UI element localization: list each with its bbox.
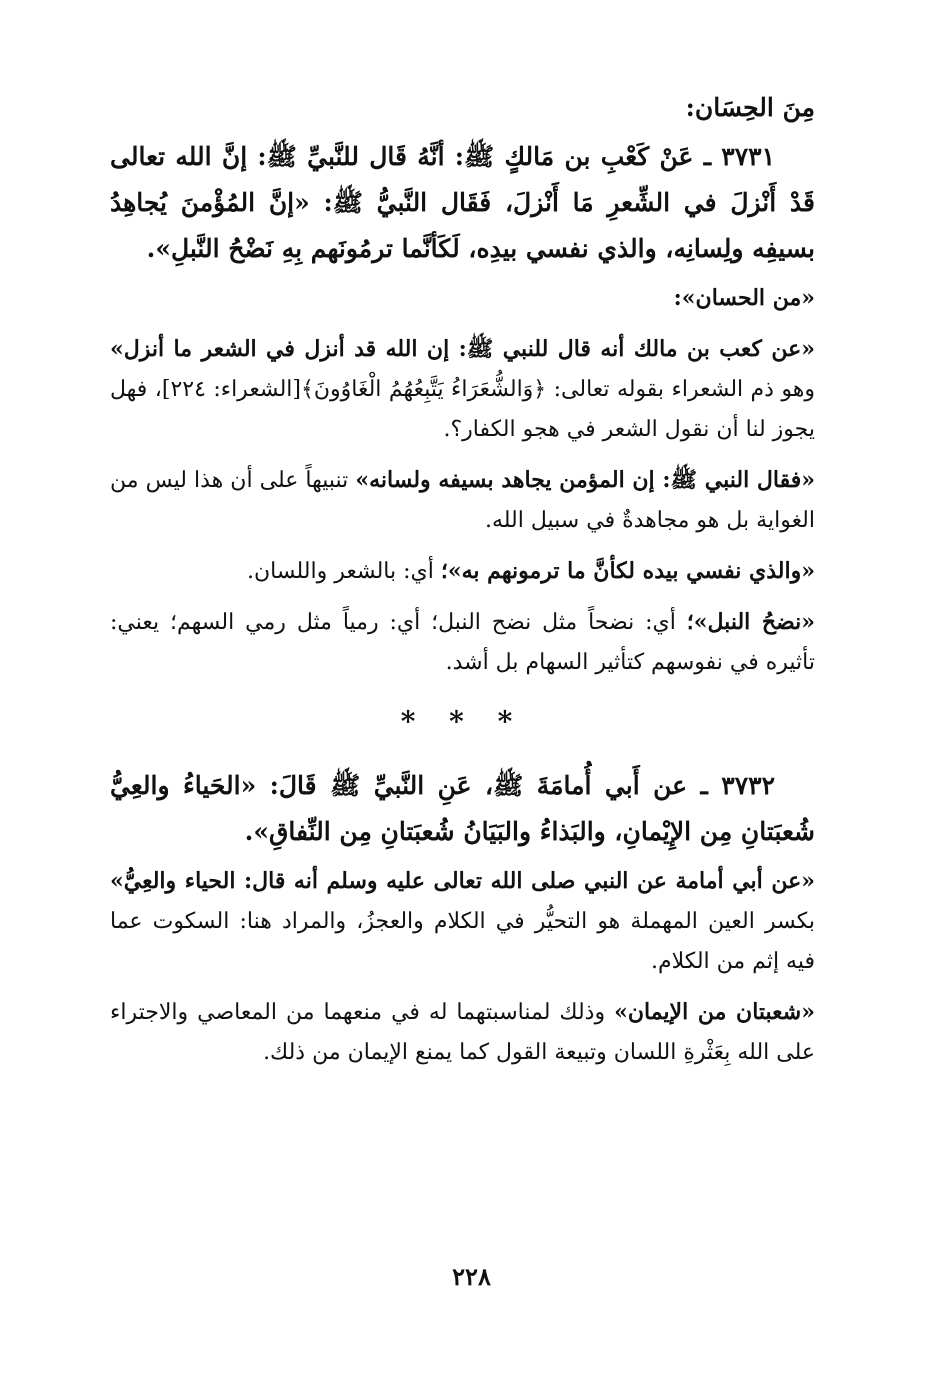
- hadith-text: ٣٧٣٢ ـ عن أَبي أُمامَةَ ﷺ، عَنِ النَّبيِّ ﷺ قَالَ: «الحَياءُ والعِيُّ شُعبَتانِ مِن الإِيْمانِ، والبَذاءُ والبَيَانُ شُعبَتانِ مِن النِّفاقِ».: [110, 771, 815, 846]
- commentary-text: تنبيهاً على أن هذا ليس من الغواية بل هو مجاهدةٌ في سبيل الله.: [110, 468, 815, 533]
- page-number: ٢٢٨: [452, 1262, 491, 1291]
- section-separator: * * *: [400, 705, 525, 738]
- entry-3731: [110, 134, 815, 683]
- commentary-paragraph: [110, 992, 815, 1073]
- commentary-paragraph: [110, 551, 815, 592]
- commentary-lemma: «من الحسان»:: [673, 285, 815, 311]
- hadith-text: ٣٧٣١ ـ عَنْ كَعْبِ بن مَالكٍ ﷺ: أنَّهُ قَال للنَّبيِّ ﷺ: إنَّ الله تعالى قَدْ أَنْزلَ في الشِّعرِ مَا أَنْزلَ، فَقَال النَّبيُّ ﷺ: «إنَّ المُؤْمنَ يُجاهِدُ بسيفِه ولِسانِه، والذي نفسي بيدِه، لَكَأنَّما ترمُونَهم بِهِ نَضْحُ النَّبلِ».: [110, 142, 815, 263]
- commentary-paragraph: [110, 460, 815, 541]
- commentary-lemma: «عن كعب بن مالك أنه قال للنبي ﷺ: إن الله قد أنزل في الشعر ما أنزل»: [110, 336, 816, 362]
- commentary-paragraph: [110, 602, 815, 683]
- commentary-paragraph: [110, 861, 815, 982]
- commentary-lemma: «نضحُ النبل»؛: [686, 609, 816, 635]
- commentary-text: بكسر العين المهملة هو التحيُّر في الكلام والعجزُ، والمراد هنا: السكوت عما فيه إثم من الكلام.: [110, 909, 815, 974]
- commentary-text: وهو ذم الشعراء بقوله تعالى: ﴿وَالشُّعَرَاءُ يَتَّبِعُهُمُ الْغَاوُونَ﴾[الشعراء: ٢٢٤]، فهل يجوز لنا أن نقول الشعر في هجو الكفار؟.: [110, 377, 815, 442]
- commentary-lemma: «عن أبي أمامة عن النبي صلى الله تعالى عليه وسلم أنه قال: الحياء والعِيُّ»: [110, 868, 815, 894]
- commentary-lemma: «فقال النبي ﷺ: إن المؤمن يجاهد بسيفه ولسانه»: [355, 467, 815, 493]
- commentary-text: وذلك لمناسبتهما له في منعهما من المعاصي والاجتراء على الله بِعَثْرةِ اللسان وتبيعة القول كما يمنع الإيمان من ذلك.: [110, 1000, 815, 1065]
- commentary-text: أي: نضحاً مثل نضح النبل؛ أي: رمياً مثل رمي السهم؛ يعني: تأثيره في نفوسهم كتأثير السهام بل أشد.: [110, 610, 815, 675]
- commentary-lemma: «والذي نفسي بيده لكأنَّ ما ترمونهم به»؛: [440, 558, 815, 584]
- commentary-lemma: «شعبتان من الإيمان»: [614, 999, 815, 1025]
- commentary-text: أي: بالشعر واللسان.: [247, 559, 441, 584]
- commentary-paragraph: [110, 278, 815, 319]
- page-body: [110, 88, 815, 1083]
- entry-3732: [110, 763, 815, 1073]
- commentary-paragraph: [110, 329, 815, 450]
- section-heading: مِنَ الحِسَان:: [685, 93, 815, 122]
